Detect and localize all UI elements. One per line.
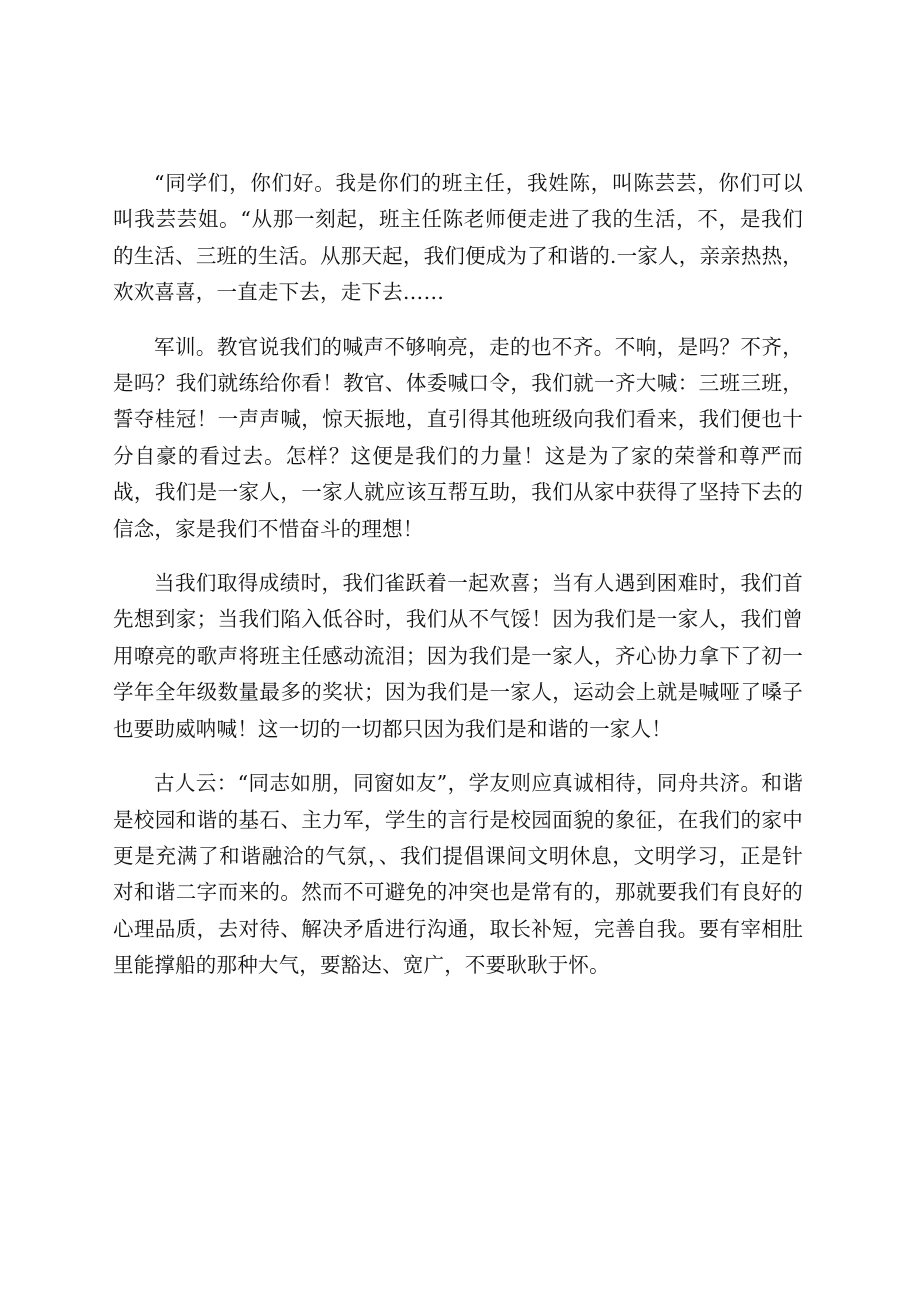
paragraph-1: “同学们，你们好。我是你们的班主任，我姓陈，叫陈芸芸，你们可以叫我芸芸姐。“从那一刻起，班主任陈老师便走进了我的生活，不，是我们的生活、三班的生活。从那天起，我们便成为了和谐的.一家人，亲亲热热，欢欢喜喜，一直走下去，走下去…… xyxy=(113,171,803,305)
paragraph-4: 古人云：“同志如朋，同窗如友”，学友则应真诚相待，同舟共济。和谐是校园和谐的基石、主力军，学生的言行是校园面貌的象征，在我们的家中更是充满了和谐融洽的气氛，、我们提倡课间文明休息，文明学习，正是针对和谐二字而来的。然而不可避免的冲突也是常有的，那就要我们有良好的心理品质，去对待、解决矛盾进行沟通，取长补短，完善自我。要有宰相肚里能撑船的那种大气，要豁达、宽广，不要耿耿于怀。 xyxy=(113,771,803,978)
paragraph-3: 当我们取得成绩时，我们雀跃着一起欢喜；当有人遇到困难时，我们首先想到家；当我们陷入低谷时，我们从不气馁！因为我们是一家人，我们曾用嘹亮的歌声将班主任感动流泪；因为我们是一家人，齐心协力拿下了初一学年全年级数量最多的奖状；因为我们是一家人，运动会上就是喊哑了嗓子也要助威呐喊！这一切的一切都只因为我们是和谐的一家人！ xyxy=(113,571,803,741)
paragraph-2: 军训。教官说我们的喊声不够响亮，走的也不齐。不响，是吗？不齐，是吗？我们就练给你看！教官、体委喊口令，我们就一齐大喊：三班三班，誓夺桂冠！一声声喊，惊天振地，直引得其他班级向我们看来，我们便也十分自豪的看过去。怎样？这便是我们的力量！这是为了家的荣誉和尊严而战，我们是一家人，一家人就应该互帮互助，我们从家中获得了坚持下去的信念，家是我们不惜奋斗的理想！ xyxy=(113,334,803,541)
document-body xyxy=(113,165,803,984)
